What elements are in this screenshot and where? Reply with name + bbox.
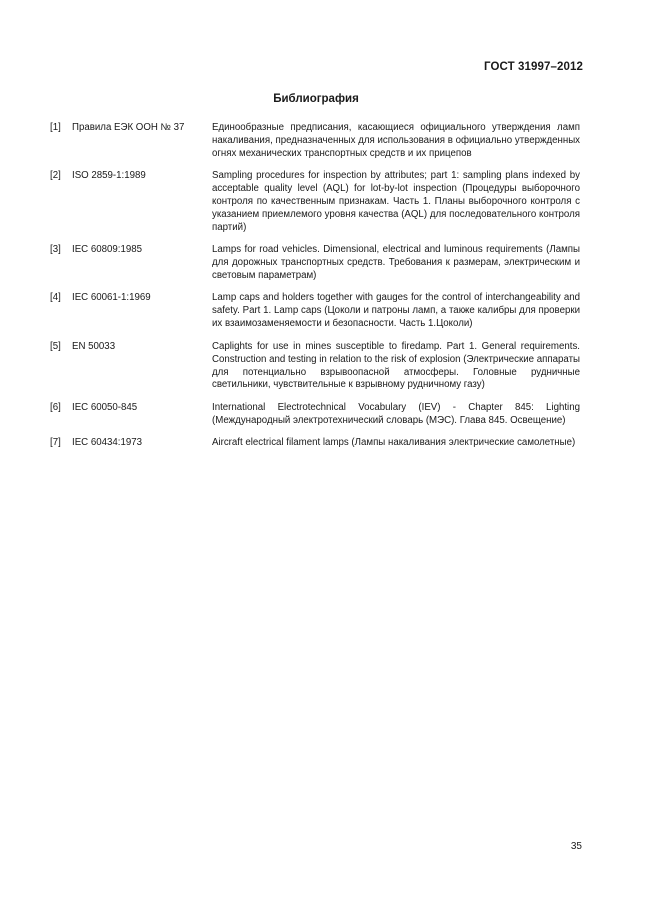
entry-description: Sampling procedures for inspection by attributes; part 1: sampling plans indexed by acceptable quality level (AQL) for lot-by-lot inspection (Процедуры выборочного контроля по качественным признакам. Часть 1. Планы выборочного контроля с указанием приемлемого уровня качества (AQL) для последовательного контроля партий) <box>212 170 580 233</box>
bibliography-entry <box>50 437 580 450</box>
bibliography-entry <box>50 292 580 331</box>
entry-description: Lamp caps and holders together with gauges for the control of interchangeability and safety. Part 1. Lamp caps (Цоколи и патроны ламп, а также калибры для проверки их взаимозаменяемости и безопасности. Часть 1.Цоколи) <box>212 292 580 330</box>
entry-reference: IEC 60050-845 <box>72 401 138 413</box>
entry-number: [5] <box>50 340 61 352</box>
entry-reference: ISO 2859-1:1989 <box>72 170 146 182</box>
entry-description: Lamps for road vehicles. Dimensional, electrical and luminous requirements (Лампы для дорожных транспортных средств. Требования к размерам, электрическим и световым параметрам) <box>212 244 580 282</box>
bibliography-entry <box>50 244 580 283</box>
bibliography-entry <box>50 402 580 428</box>
entry-reference: IEC 60809:1985 <box>72 244 143 256</box>
document-code: ГОСТ 31997–2012 <box>483 61 583 73</box>
bibliography-entry <box>50 341 580 393</box>
section-title: Библиография <box>273 93 359 105</box>
entry-description: Aircraft electrical filament lamps (Лампы накаливания электрические самолетные) <box>212 437 576 449</box>
page-number: 35 <box>570 841 582 852</box>
entry-number: [2] <box>50 170 61 182</box>
entry-number: [3] <box>50 244 61 256</box>
bibliography-entry <box>50 170 580 235</box>
entry-number: [1] <box>50 122 61 133</box>
bibliography-list <box>50 122 580 460</box>
entry-number: [6] <box>50 401 61 413</box>
entry-description: International Electrotechnical Vocabulary (IEV) - Chapter 845: Lighting (Международный электротехнический словарь (МЭС). Глава 845. Освещение) <box>212 401 580 426</box>
entry-description: Единообразные предписания, касающиеся официального утверждения ламп накаливания, предназначенных для использования в официально утвержденных огнях механических транспортных средств и их прицепов <box>212 122 580 159</box>
entry-number: [4] <box>50 292 61 304</box>
entry-description: Caplights for use in mines susceptible to firedamp. Part 1. General requirements. Construction and testing in relation to the risk of explosion (Электрические аппараты для потенциально взрывоопасной атмосферы. Головные рудничные светильники, чувствительные к взрывному рудничному газу) <box>212 340 580 391</box>
entry-reference: IEC 60061-1:1969 <box>72 292 151 304</box>
entry-reference: Правила ЕЭК ООН № 37 <box>72 122 185 133</box>
entry-reference: EN 50033 <box>72 340 116 352</box>
entry-reference: IEC 60434:1973 <box>72 437 143 449</box>
bibliography-entry <box>50 122 580 161</box>
entry-number: [7] <box>50 437 61 449</box>
